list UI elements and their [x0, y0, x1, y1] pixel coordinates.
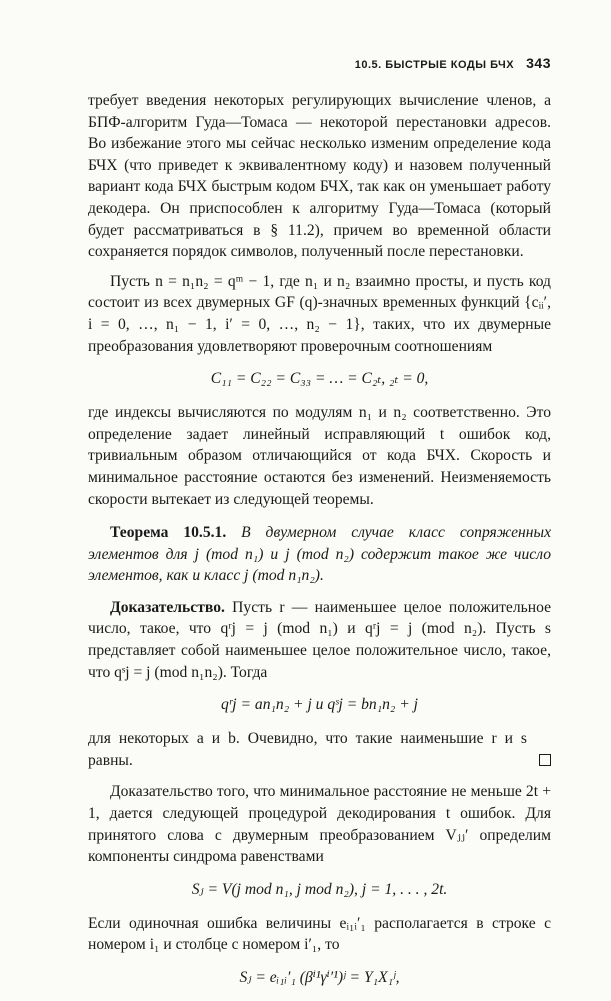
proof-text: Пусть r — наименьшее целое положительное число, такое, что qʳj = j (mod n₁) и qʳj = j (mod n₂). Пусть s представляет собой наименьшее целое положительное число, такое, что qˢj = j (mod n₁n₂). Тогда	[88, 598, 551, 681]
proof	[88, 597, 551, 683]
proof-conclusion	[88, 728, 551, 771]
paragraph-6: Если одиночная ошибка величины eᵢ₁ᵢ′₁ располагается в строке с номером i₁ и столбце с номером i′₁, то	[88, 914, 551, 954]
paragraph-3: где индексы вычисляются по модулям n₁ и n₂ соответственно. Это определение задает линейный исправляющий t ошибок код, тривиальным образом отличающийся от кода БЧХ. Скорость и минимальное расстояние остаются без изменений. Неизменяемость скорости вытекает из следующей теоремы.	[88, 404, 551, 508]
paragraph-2: Пусть n = n₁n₂ = qᵐ − 1, где n₁ и n₂ взаимно просты, и пусть код состоит из всех двумерных GF (q)-значных временных функций {cᵢᵢ′, i = 0, …, n₁ − 1, i′ = 0, …, n₂ − 1}, таких, что их двумерные преобразования удовлетворяют проверочным соотношениям	[88, 272, 551, 355]
formula-syndrome: Sⱼ = V(j mod n₁, j mod n₂), j = 1, . . . , 2t.	[191, 880, 448, 898]
formula-q-relations: qʳj = an₁n₂ + j и qˢj = bn₁n₂ + j	[220, 696, 419, 714]
theorem-10-5-1	[88, 522, 551, 587]
paragraph-5: Доказательство того, что минимальное расстояние не меньше 2t + 1, дается следующей процедурой декодирования t ошибок. Для принятого слова с двумерным преобразованием Vⱼⱼ′ определим компоненты синдрома равенствами	[88, 783, 551, 866]
paragraph-4: для некоторых a и b. Очевидно, что такие наименьшие r и s равны.	[88, 730, 527, 769]
theorem-text: В двумерном случае класс сопряженных элементов для j (mod n₁) и j (mod n₂) содержит такое же число элементов, как и класс j (mod n₁n₂).	[88, 524, 551, 585]
section-title: 10.5. БЫСТРЫЕ КОДЫ БЧХ	[354, 59, 515, 71]
paragraph-1: требует введения некоторых регулирующих вычисление членов, а БПФ-алгоритм Гуда—Томаса — некоторой перестановки адресов. Во избежание этого мы сейчас несколько изменим определение кода БЧХ (что приведет к эквивалентному коду) и назовем полученный вариант кода БЧХ быстрым кодом БЧХ, так как он уменьшает работу декодера. Он приспособлен к алгоритму Гуда—Томаса (который будет рассматриваться в § 11.2), причем во временной области сохраняется порядок символов, полученный после перестановки.	[88, 92, 551, 261]
formula-check-relations: C₁₁ = C₂₂ = C₃₃ = … = C₂ₜ, ₂ₜ = 0,	[210, 370, 429, 388]
page-body	[88, 90, 551, 1001]
formula-single-error: Sⱼ = eᵢ₁ᵢ′₁ (βⁱ¹γⁱ′¹)ʲ = Y₁X₁ʲ,	[239, 969, 400, 986]
running-header	[90, 55, 551, 75]
theorem-title: Теорема 10.5.1.	[110, 524, 227, 542]
page-number: 343	[526, 55, 551, 71]
qed-square-icon	[539, 754, 551, 766]
proof-title: Доказательство.	[110, 598, 225, 616]
